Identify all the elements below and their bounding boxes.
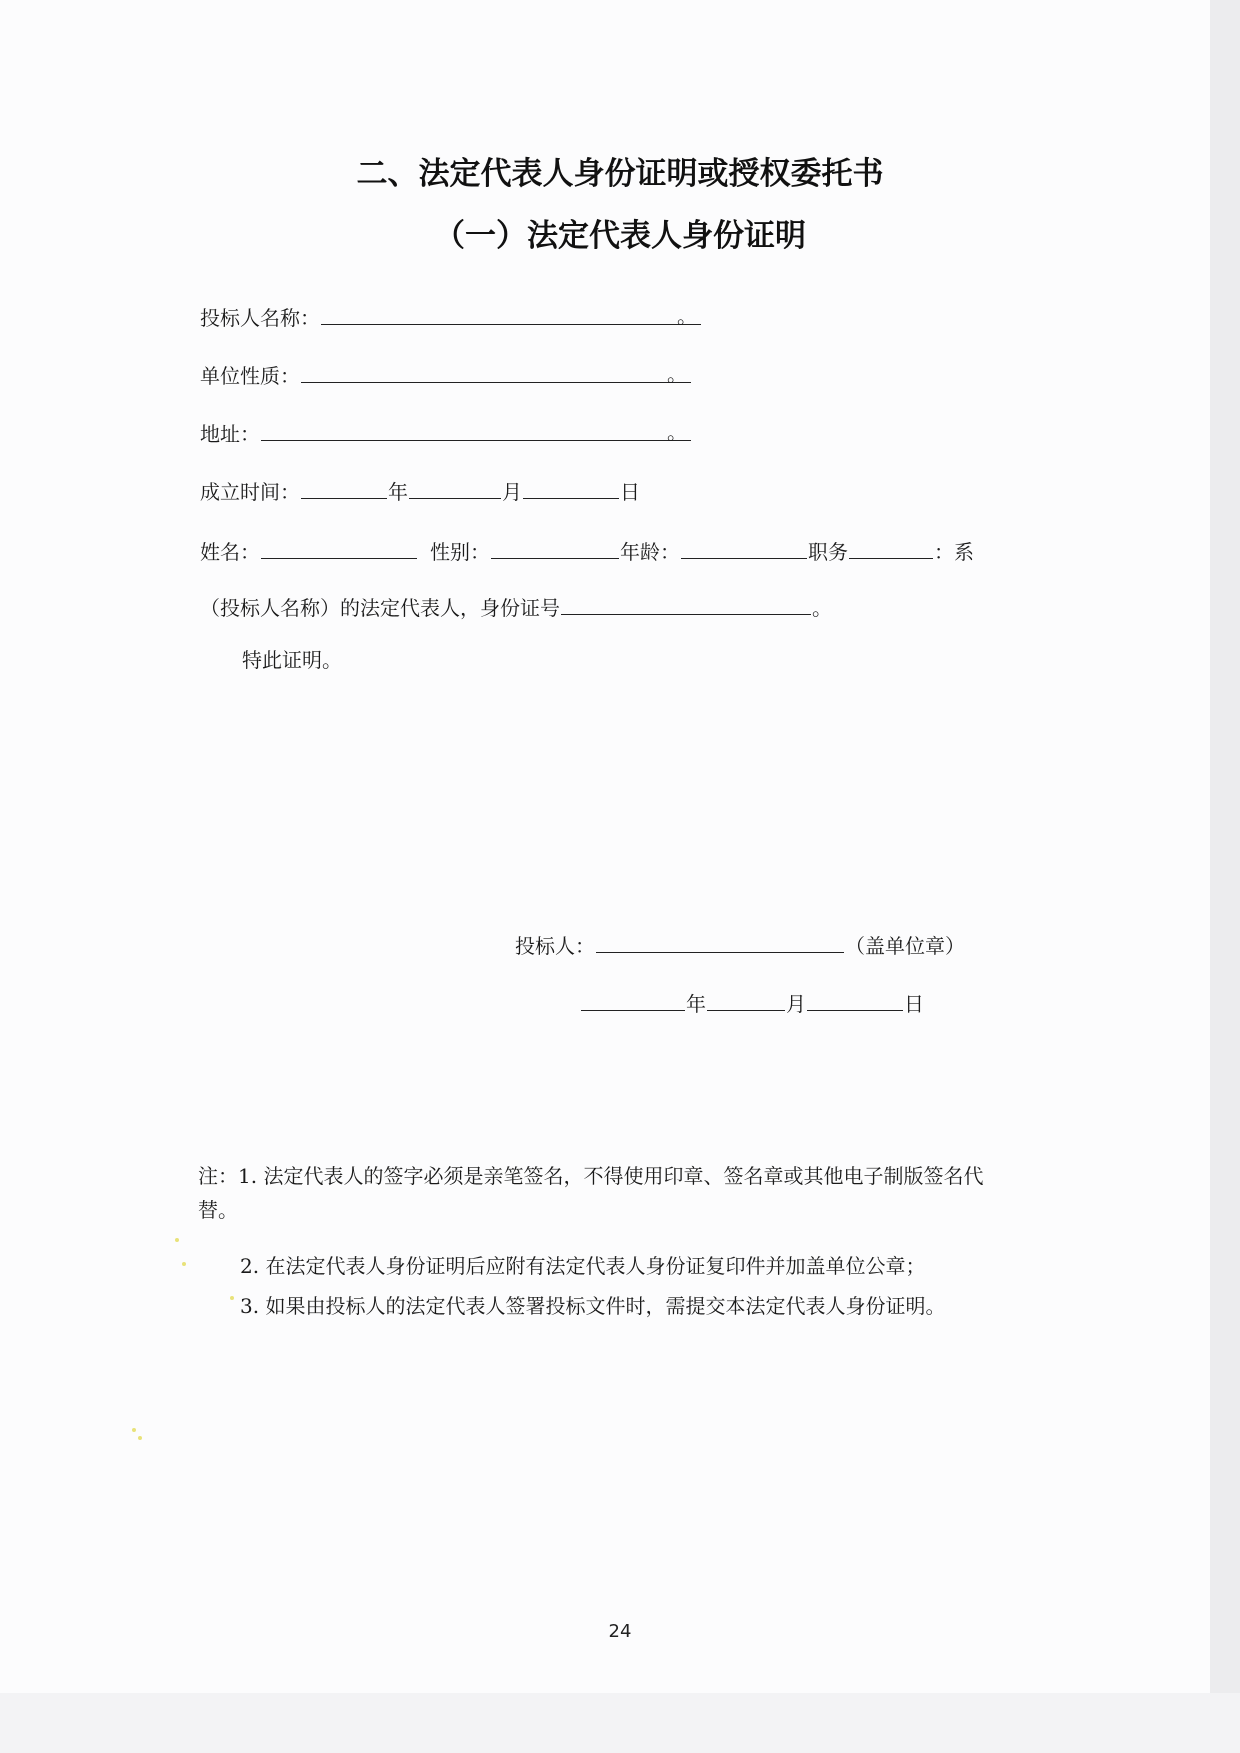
established-row bbox=[200, 476, 640, 506]
age-label: 年龄： bbox=[620, 540, 680, 564]
note-2: 2. 在法定代表人身份证明后应附有法定代表人身份证复印件并加盖单位公章； bbox=[240, 1254, 926, 1278]
bidder-name-row bbox=[200, 302, 702, 332]
signature-day-label: 日 bbox=[904, 992, 924, 1016]
bidder-name-blank[interactable] bbox=[321, 302, 701, 328]
legal-rep-text: （投标人名称）的法定代表人，身份证号 bbox=[200, 596, 560, 620]
scan-speck bbox=[132, 1428, 136, 1432]
address-period: 。 bbox=[667, 420, 687, 444]
note-3: 3. 如果由投标人的法定代表人签署投标文件时，需提交本法定代表人身份证明。 bbox=[240, 1294, 946, 1318]
scan-speck bbox=[230, 1296, 234, 1300]
gender-blank[interactable] bbox=[491, 536, 619, 559]
address-row bbox=[200, 418, 692, 448]
established-day-blank[interactable] bbox=[523, 476, 619, 499]
scan-edge-shadow bbox=[1210, 0, 1240, 1753]
signature-bidder-label: 投标人： bbox=[515, 934, 595, 958]
document-title: 二、法定代表人身份证明或授权委托书 bbox=[356, 156, 884, 192]
signature-year-blank[interactable] bbox=[581, 988, 685, 1011]
signature-bidder-blank[interactable] bbox=[596, 930, 844, 953]
scan-speck bbox=[138, 1436, 142, 1440]
position-suffix: ：系 bbox=[934, 540, 974, 564]
established-year-label: 年 bbox=[388, 480, 408, 504]
unit-nature-row bbox=[200, 360, 692, 390]
established-month-label: 月 bbox=[502, 480, 522, 504]
address-blank[interactable] bbox=[261, 418, 691, 444]
established-year-blank[interactable] bbox=[301, 476, 387, 499]
page-number: 24 bbox=[608, 1621, 632, 1642]
signature-day-blank[interactable] bbox=[807, 988, 903, 1011]
gender-label: 性别： bbox=[430, 540, 490, 564]
unit-nature-blank[interactable] bbox=[301, 360, 691, 386]
address-label: 地址： bbox=[200, 422, 260, 446]
signature-year-label: 年 bbox=[686, 992, 706, 1016]
position-blank[interactable] bbox=[849, 536, 933, 559]
established-day-label: 日 bbox=[620, 480, 640, 504]
name-blank[interactable] bbox=[261, 536, 417, 559]
signature-bidder-row bbox=[515, 930, 965, 960]
signature-month-label: 月 bbox=[786, 992, 806, 1016]
scan-speck bbox=[175, 1238, 179, 1242]
person-info-row bbox=[200, 536, 974, 566]
unit-nature-label: 单位性质： bbox=[200, 364, 300, 388]
unit-nature-period: 。 bbox=[667, 362, 687, 386]
scan-speck bbox=[182, 1262, 186, 1266]
bidder-name-label: 投标人名称： bbox=[200, 306, 320, 330]
age-blank[interactable] bbox=[681, 536, 807, 559]
name-label: 姓名： bbox=[200, 540, 260, 564]
signature-month-blank[interactable] bbox=[707, 988, 785, 1011]
signature-date-row bbox=[580, 988, 924, 1018]
id-number-blank[interactable] bbox=[561, 592, 811, 615]
bidder-name-period: 。 bbox=[677, 304, 697, 328]
position-label: 职务 bbox=[808, 540, 848, 564]
established-label: 成立时间： bbox=[200, 480, 300, 504]
scan-bottom-shadow bbox=[0, 1693, 1240, 1753]
hereby-certify: 特此证明。 bbox=[242, 648, 342, 672]
established-month-blank[interactable] bbox=[409, 476, 501, 499]
note-1-line-2: 替。 bbox=[198, 1198, 238, 1222]
note-1-line-1: 注：1. 法定代表人的签字必须是亲笔签名，不得使用印章、签名章或其他电子制版签名代 bbox=[198, 1164, 984, 1188]
document-subtitle: （一）法定代表人身份证明 bbox=[434, 218, 806, 254]
id-number-period: 。 bbox=[812, 596, 832, 620]
id-number-row bbox=[200, 592, 832, 622]
seal-note: （盖单位章） bbox=[845, 934, 965, 958]
